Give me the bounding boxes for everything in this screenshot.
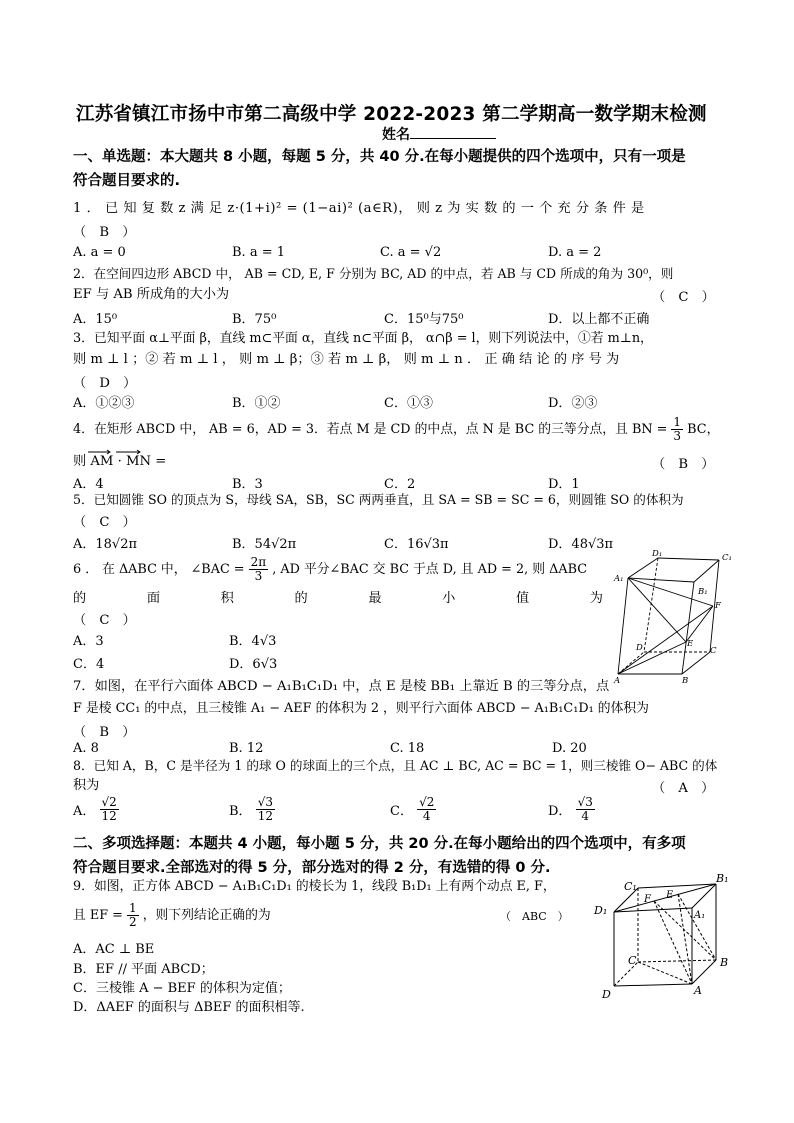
q5-text: 5．已知圆锥 SO 的顶点为 S，母线 SA，SB，SC 两两垂直，且 SA = SB = SC = 6，则圆锥 SO 的体积为 bbox=[73, 492, 684, 507]
q2-option-b: B．75⁰ bbox=[232, 312, 277, 327]
q8-option-c bbox=[390, 796, 436, 823]
fig7-label-d1: D₁ bbox=[652, 549, 663, 559]
q8-option-b-num: √3 bbox=[257, 795, 273, 809]
q5-option-a: A．18√2π bbox=[73, 537, 138, 552]
q4-answer: （ B ） bbox=[652, 457, 715, 472]
q9-fraction bbox=[127, 902, 139, 929]
q2-text-line1: 2．在空间四边形 ABCD 中， AB = CD, E, F 分别为 BC, AD 的中点，若 AB 与 CD 所成的角为 30⁰，则 bbox=[73, 266, 674, 281]
q7-option-a: A. 8 bbox=[73, 741, 99, 756]
q3-text-line2: 则 m ⊥ l ；② 若 m ⊥ l ， 则 m ⊥ β；③ 若 m ⊥ β， 则 m ⊥ n ． 正 确 结 论 的 序 号 为 bbox=[73, 352, 620, 367]
q3-answer: （ D ） bbox=[73, 376, 137, 391]
q4-option-c: C．2 bbox=[384, 477, 416, 492]
q8-option-b-frac bbox=[256, 796, 275, 823]
q6-fraction bbox=[249, 556, 269, 583]
q6-option-d: D．6√3 bbox=[229, 657, 278, 672]
name-label: 姓名 bbox=[382, 127, 410, 143]
q4-text-main: 4．在矩形 ABCD 中， AB = 6，AD = 3．若点 M 是 CD 的中点，点 N 是 BC 的三等分点，且 BN = bbox=[73, 422, 668, 437]
q8-option-d-frac bbox=[576, 796, 595, 823]
q9-option-a: A．AC ⊥ BE bbox=[73, 942, 155, 957]
q3-option-a: A．①②③ bbox=[73, 396, 135, 411]
q8-option-d-num: √3 bbox=[577, 795, 593, 809]
page-title: 江苏省镇江市扬中市第二高级中学 2022-2023 第二学期高一数学期末检测 bbox=[76, 104, 707, 125]
fig9-label-b1: B₁ bbox=[716, 872, 729, 885]
q9-frac-den: 2 bbox=[128, 915, 137, 929]
q6-text-a: 6 ． 在 ΔABC 中， ∠BAC = bbox=[73, 562, 245, 577]
fig9-label-d: D bbox=[602, 988, 611, 1001]
q1-option-b: B. a = 1 bbox=[232, 245, 285, 260]
q2-option-d: D．以上都不正确 bbox=[548, 312, 650, 327]
q4-frac-num: 1 bbox=[673, 415, 682, 429]
q2-option-c: C．15⁰与75⁰ bbox=[384, 312, 464, 327]
q4-frac-den: 3 bbox=[673, 429, 682, 443]
fig9-label-c: C bbox=[628, 954, 637, 967]
q9-text-line2 bbox=[73, 902, 271, 929]
q9-option-b: B．EF // 平面 ABCD； bbox=[73, 962, 214, 977]
q4-vector-arrows bbox=[88, 448, 148, 456]
q6-frac-den: 3 bbox=[254, 569, 263, 583]
q2-text-line2: EF 与 AB 所成角的大小为 bbox=[73, 287, 230, 302]
q6-word: 的 bbox=[73, 591, 87, 606]
fig9-label-f: F bbox=[644, 894, 651, 905]
q8-text-line1: 8．已知 A，B，C 是半径为 1 的球 O 的球面上的三个点，且 AC ⊥ BC, AC = BC = 1，则三棱锥 O− ABC 的体 bbox=[73, 758, 718, 773]
fig9-label-b: B bbox=[720, 956, 729, 969]
name-blank bbox=[410, 126, 496, 139]
q6-word: 面 bbox=[146, 591, 161, 606]
q4-option-a: A．4 bbox=[73, 477, 104, 492]
q3-option-c: C．①③ bbox=[384, 396, 433, 411]
q9-answer: （ ABC ） bbox=[500, 910, 569, 923]
q7-answer: （ B ） bbox=[73, 725, 136, 740]
q6-word: 为 bbox=[589, 591, 603, 606]
q9-option-c: C．三棱锥 A − BEF 的体积为定值； bbox=[73, 981, 291, 996]
q6-option-b: B．4√3 bbox=[229, 634, 277, 649]
q6-word: 小 bbox=[442, 591, 456, 606]
fig9-label-c1: C₁ bbox=[624, 880, 637, 893]
section1-heading-line1: 一、单选题：本大题共 8 小题，每题 5 分，共 40 分.在每小题提供的四个选项中，只有一项是 bbox=[73, 149, 686, 165]
q7-text-line2: F 是棱 CC₁ 的中点，且三棱锥 A₁ − AEF 的体积为 2 ，则平行六面体 ABCD − A₁B₁C₁D₁ 的体积为 bbox=[73, 701, 649, 716]
q6-word: 值 bbox=[515, 591, 530, 606]
q8-option-a-num: √2 bbox=[101, 795, 117, 809]
q7-option-c: C. 18 bbox=[390, 741, 425, 756]
q6-text-line1 bbox=[73, 556, 587, 583]
q6-text-line2 bbox=[73, 590, 603, 608]
q8-option-c-label: C． bbox=[390, 804, 413, 819]
q8-answer: （ A ） bbox=[652, 781, 715, 796]
fig7-label-e: E bbox=[687, 639, 694, 649]
q9-option-d: D．ΔAEF 的面积与 ΔBEF 的面积相等. bbox=[73, 1000, 305, 1015]
q8-option-a-den: 12 bbox=[101, 809, 117, 823]
q6-frac-num: 2π bbox=[250, 555, 267, 569]
q1-text: 1 ． 已 知 复 数 z 满 足 z·(1+i)² = (1−ai)² (a∈R)， 则 z 为 实 数 的 一 个 充 分 条 件 是 bbox=[73, 201, 645, 216]
fig9-label-d1: D₁ bbox=[594, 904, 608, 917]
q1-option-a: A. a = 0 bbox=[73, 245, 126, 260]
q9-frac-num: 1 bbox=[128, 901, 137, 915]
q2-option-a: A．15⁰ bbox=[73, 312, 118, 327]
section2-heading-line1: 二、多项选择题：本题共 4 小题，每小题 5 分，共 20 分.在每小题给出的四个选项中，有多项 bbox=[73, 836, 686, 852]
q8-option-a-label: A． bbox=[73, 804, 96, 819]
fig9-label-a1: A₁ bbox=[694, 910, 706, 921]
q9-text-b: ，则下列结论正确的为 bbox=[142, 908, 271, 923]
q5-option-d: D．48√3π bbox=[548, 537, 614, 552]
q4-option-d: D．1 bbox=[548, 477, 580, 492]
q6-option-a: A．3 bbox=[73, 634, 104, 649]
q6-word: 最 bbox=[368, 591, 382, 606]
q4-text-line2: 则 AM · MN = bbox=[73, 454, 167, 469]
q1-option-c: C. a = √2 bbox=[380, 245, 442, 260]
q6-word: 的 bbox=[294, 591, 308, 606]
q8-option-b bbox=[229, 796, 275, 823]
parallelepiped-figure bbox=[614, 548, 744, 688]
q3-option-d: D．②③ bbox=[548, 396, 598, 411]
q7-option-b: B. 12 bbox=[229, 741, 264, 756]
q2-answer: （ C ） bbox=[652, 290, 715, 305]
q6-answer: （ C ） bbox=[73, 613, 136, 628]
q8-option-a bbox=[73, 796, 119, 823]
name-field bbox=[382, 124, 496, 144]
q9-text-line1: 9．如图，正方体 ABCD − A₁B₁C₁D₁ 的棱长为 1，线段 B₁D₁ 上有两个动点 E, F， bbox=[73, 879, 556, 894]
fig7-label-a: A bbox=[614, 676, 621, 686]
section2-heading-line2: 符合题目要求.全部选对的得 5 分，部分选对的得 2 分，有选错的得 0 分. bbox=[73, 860, 551, 876]
q4-fraction bbox=[671, 416, 683, 443]
fig9-label-e: E bbox=[666, 890, 674, 901]
q3-text-line1: 3．已知平面 α⊥平面 β，直线 m⊂平面 α，直线 n⊂平面 β， α∩β = l，则下列说法中，①若 m⊥n， bbox=[73, 331, 653, 346]
q4-option-b: B．3 bbox=[232, 477, 263, 492]
q9-text-a: 且 EF = bbox=[73, 908, 123, 923]
fig7-label-a1: A₁ bbox=[614, 574, 624, 584]
q7-text-line1: 7．如图，在平行六面体 ABCD − A₁B₁C₁D₁ 中，点 E 是棱 BB₁ 上靠近 B 的三等分点，点 bbox=[73, 679, 610, 694]
fig7-label-b: B bbox=[682, 676, 689, 686]
fig7-label-c1: C₁ bbox=[722, 553, 732, 563]
q8-option-d-den: 4 bbox=[581, 809, 590, 823]
q8-text-line2: 积为 bbox=[73, 778, 100, 793]
q6-word: 积 bbox=[220, 591, 234, 606]
fig7-label-c: C bbox=[710, 646, 717, 656]
q8-option-d bbox=[548, 796, 595, 823]
cube-figure bbox=[594, 872, 744, 1002]
q1-option-d: D. a = 2 bbox=[548, 245, 602, 260]
q4-text-line1 bbox=[73, 416, 719, 443]
q5-option-b: B．54√2π bbox=[232, 537, 297, 552]
q7-option-d: D. 20 bbox=[552, 741, 587, 756]
q5-option-c: C．16√3π bbox=[384, 537, 449, 552]
q8-option-d-label: D． bbox=[548, 804, 572, 819]
fig7-label-b1: B₁ bbox=[698, 587, 708, 597]
q6-option-c: C．4 bbox=[73, 657, 105, 672]
q1-answer: （ B ） bbox=[73, 225, 136, 240]
q8-option-b-label: B． bbox=[229, 804, 252, 819]
q8-option-c-den: 4 bbox=[422, 809, 431, 823]
q3-option-b: B．①② bbox=[232, 396, 281, 411]
q8-option-b-den: 12 bbox=[257, 809, 273, 823]
q8-option-c-frac bbox=[417, 796, 436, 823]
q6-text-b: , AD 平分∠BAC 交 BC 于点 D, 且 AD = 2, 则 ΔABC bbox=[272, 562, 588, 577]
q4-text-end: BC， bbox=[687, 422, 720, 437]
fig7-label-d: D bbox=[636, 643, 643, 653]
q8-option-c-num: √2 bbox=[419, 795, 435, 809]
fig9-label-a: A bbox=[694, 984, 702, 997]
q8-option-a-frac bbox=[100, 796, 119, 823]
section1-heading-line2: 符合题目要求的. bbox=[73, 173, 181, 189]
q5-answer: （ C ） bbox=[73, 515, 136, 530]
fig7-label-f: F bbox=[715, 601, 721, 611]
